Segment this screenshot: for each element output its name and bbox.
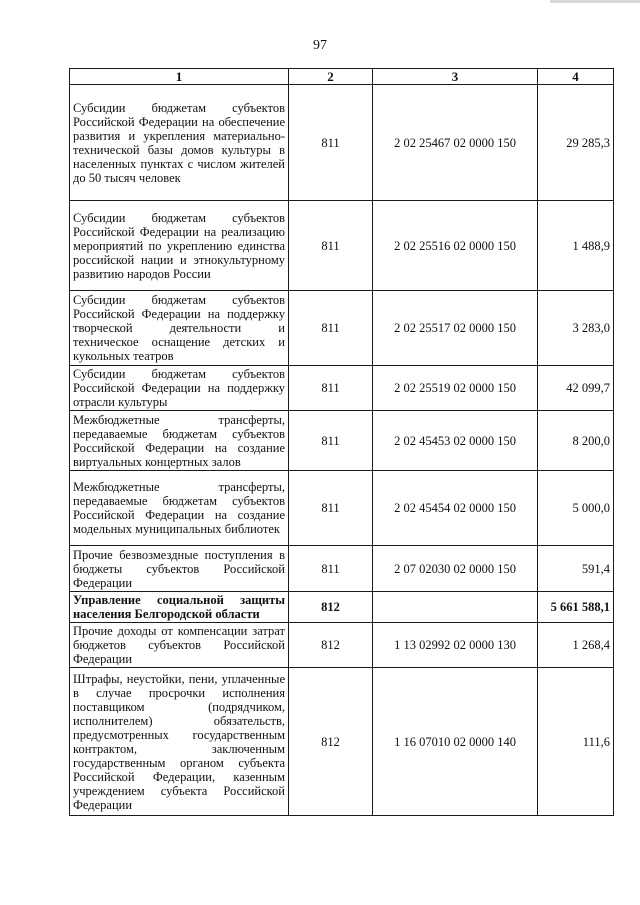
table-row [70, 201, 614, 291]
budget-code-cell [373, 592, 538, 623]
scan-edge-mark [550, 0, 640, 3]
budget-code-cell: 2 02 25467 02 0000 150 [373, 85, 538, 201]
revenue-table [69, 68, 614, 816]
revenue-name-cell: Межбюджетные трансферты, передаваемые бюджетам субъектов Российской Федерации на создание модельных муниципальных библиотек [70, 471, 289, 546]
budget-code-cell: 2 02 25517 02 0000 150 [373, 291, 538, 366]
admin-code-cell: 812 [289, 623, 373, 668]
page-number: 97 [313, 38, 327, 53]
revenue-name-cell: Субсидии бюджетам субъектов Российской Федерации на поддержку отрасли культуры [70, 366, 289, 411]
table-row [70, 546, 614, 592]
amount-cell: 5 661 588,1 [538, 592, 614, 623]
revenue-name-cell: Субсидии бюджетам субъектов Российской Федерации на реализацию мероприятий по укреплению единства российской нации и этнокультурному развитию народов России [70, 201, 289, 291]
amount-cell: 5 000,0 [538, 471, 614, 546]
table-row [70, 85, 614, 201]
table-row [70, 623, 614, 668]
admin-code-cell: 811 [289, 471, 373, 546]
table-row-department [70, 592, 614, 623]
budget-code-cell: 2 07 02030 02 0000 150 [373, 546, 538, 592]
table-row [70, 291, 614, 366]
admin-code-cell: 811 [289, 201, 373, 291]
revenue-name-cell: Прочие доходы от компенсации затрат бюджетов субъектов Российской Федерации [70, 623, 289, 668]
admin-code-cell: 812 [289, 592, 373, 623]
table-row [70, 668, 614, 816]
column-header-1: 1 [70, 69, 289, 85]
amount-cell: 1 488,9 [538, 201, 614, 291]
amount-cell: 111,6 [538, 668, 614, 816]
amount-cell: 8 200,0 [538, 411, 614, 471]
amount-cell: 42 099,7 [538, 366, 614, 411]
revenue-name-cell: Межбюджетные трансферты, передаваемые бюджетам субъектов Российской Федерации на создание виртуальных концертных залов [70, 411, 289, 471]
budget-code-cell: 1 16 07010 02 0000 140 [373, 668, 538, 816]
amount-cell: 591,4 [538, 546, 614, 592]
amount-cell: 29 285,3 [538, 85, 614, 201]
table-row [70, 366, 614, 411]
column-header-2: 2 [289, 69, 373, 85]
revenue-name-cell: Прочие безвозмездные поступления в бюджеты субъектов Российской Федерации [70, 546, 289, 592]
table-row [70, 471, 614, 546]
revenue-name-cell: Субсидии бюджетам субъектов Российской Федерации на поддержку творческой деятельности и техническое оснащение детских и кукольных театров [70, 291, 289, 366]
amount-cell: 1 268,4 [538, 623, 614, 668]
revenue-name-cell: Субсидии бюджетам субъектов Российской Федерации на обеспечение развития и укрепления материально-технической базы домов культуры в населенных пунктах с числом жителей до 50 тысяч человек [70, 85, 289, 201]
admin-code-cell: 811 [289, 546, 373, 592]
budget-code-cell: 1 13 02992 02 0000 130 [373, 623, 538, 668]
column-header-3: 3 [373, 69, 538, 85]
budget-code-cell: 2 02 25519 02 0000 150 [373, 366, 538, 411]
admin-code-cell: 811 [289, 411, 373, 471]
table-header-row [70, 69, 614, 85]
admin-code-cell: 811 [289, 366, 373, 411]
admin-code-cell: 811 [289, 291, 373, 366]
admin-code-cell: 811 [289, 85, 373, 201]
budget-code-cell: 2 02 45453 02 0000 150 [373, 411, 538, 471]
column-header-4: 4 [538, 69, 614, 85]
revenue-name-cell: Штрафы, неустойки, пени, уплаченные в случае просрочки исполнения поставщиком (подрядчиком, исполнителем) обязательств, предусмотренных государственным контрактом, заключенным государственным органом субъекта Российской Федерации, казенным учреждением субъекта Российской Федерации [70, 668, 289, 816]
table-row [70, 411, 614, 471]
budget-code-cell: 2 02 25516 02 0000 150 [373, 201, 538, 291]
department-name-cell: Управление социальной защиты населения Белгородской области [70, 592, 289, 623]
admin-code-cell: 812 [289, 668, 373, 816]
budget-code-cell: 2 02 45454 02 0000 150 [373, 471, 538, 546]
amount-cell: 3 283,0 [538, 291, 614, 366]
